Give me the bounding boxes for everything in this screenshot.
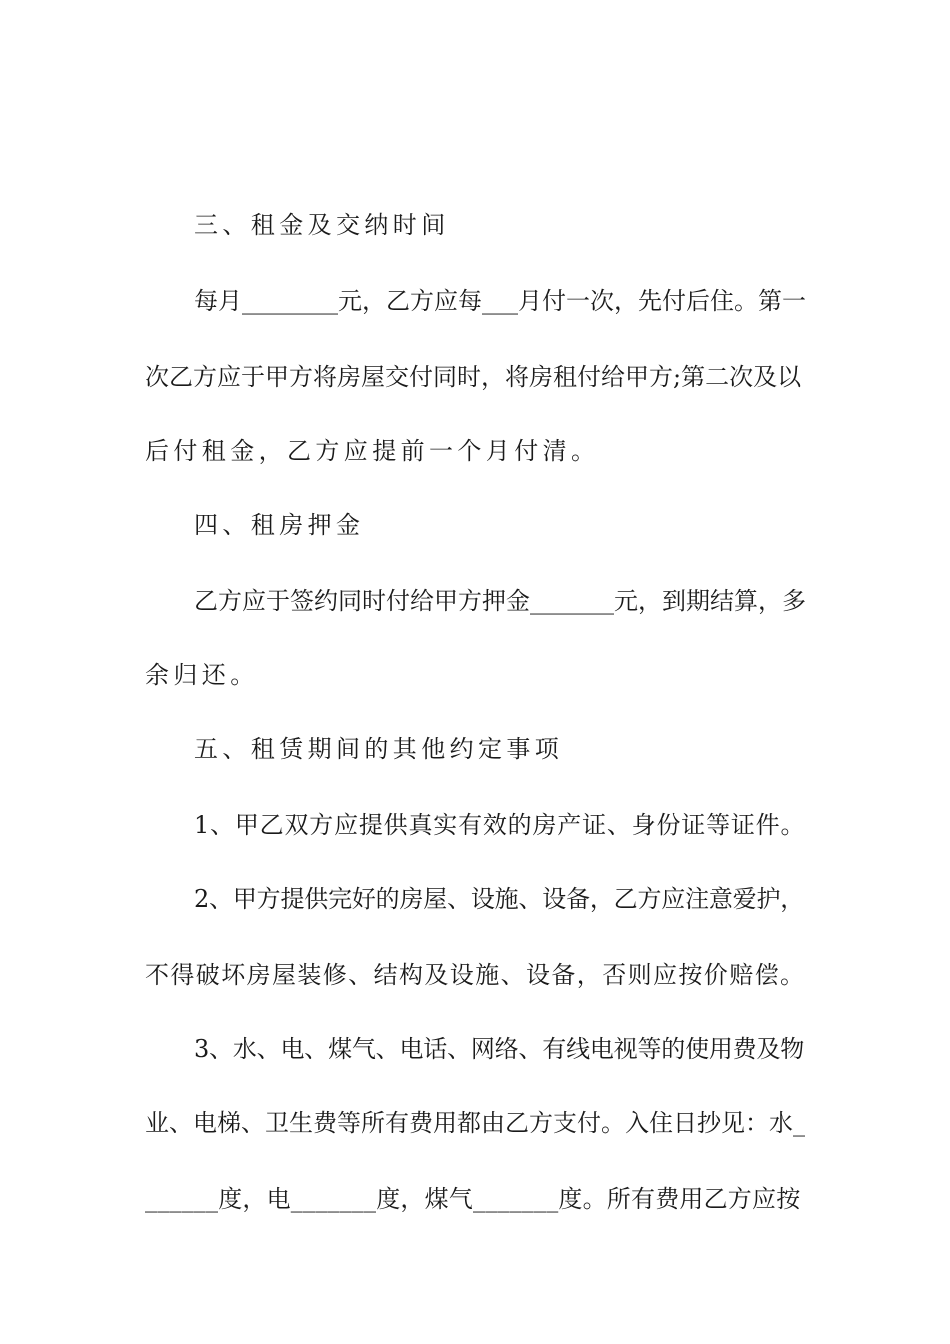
list-item-line: 业、电梯、卫生费等所有费用都由乙方支付。入住日抄见：水_ [145, 1109, 805, 1137]
list-item-line: 不得破坏房屋装修、结构及设施、设备，否则应按价赔偿。 [145, 961, 806, 989]
section-heading-rent: 三、租金及交纳时间 [194, 211, 450, 239]
paragraph-line: 余归还。 [145, 661, 259, 689]
section-heading-other-terms: 五、租赁期间的其他约定事项 [194, 735, 564, 763]
paragraph-line: 乙方应于签约同时付给甲方押金_______元，到期结算，多 [194, 587, 806, 615]
list-item-line: 2、甲方提供完好的房屋、设施、设备，乙方应注意爱护， [194, 885, 805, 913]
list-item-line: 3、水、电、煤气、电话、网络、有线电视等的使用费及物 [194, 1035, 805, 1063]
list-item-line: 1、甲乙双方应提供真实有效的房产证、身份证等证件。 [194, 811, 806, 839]
paragraph-line: 次乙方应于甲方将房屋交付同时，将房租付给甲方;第二次及以 [145, 363, 802, 391]
paragraph-line: 每月________元，乙方应每___月付一次，先付后住。第一 [194, 287, 806, 315]
paragraph-line: 后付租金，乙方应提前一个月付清。 [145, 437, 600, 465]
list-item-line: ______度，电_______度，煤气_______度。所有费用乙方应按 [145, 1185, 801, 1213]
section-heading-deposit: 四、租房押金 [194, 511, 365, 539]
